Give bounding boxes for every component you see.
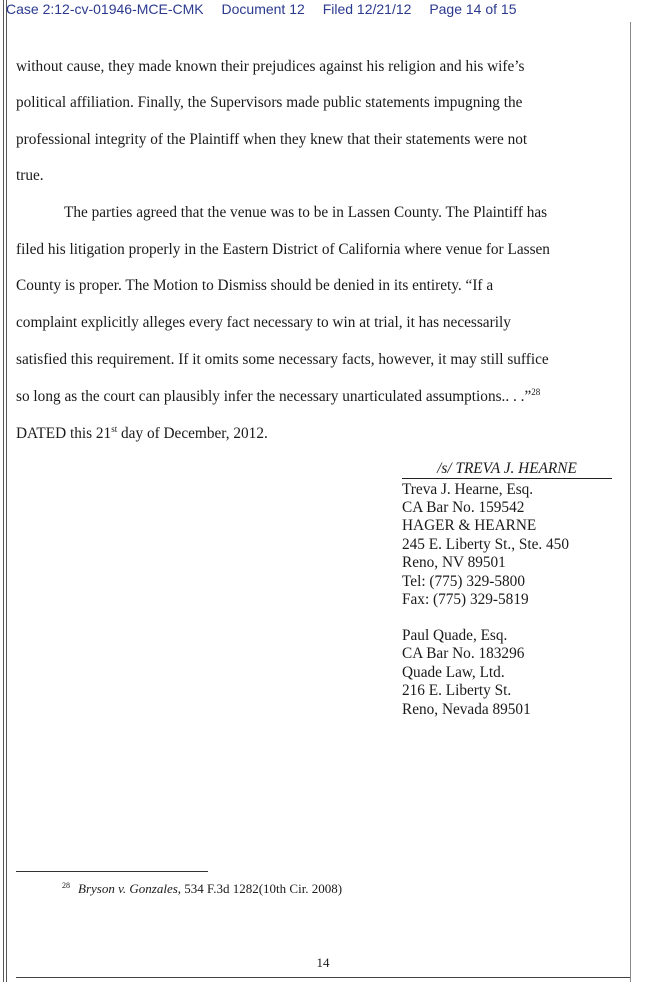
body-line: without cause, they made known their prejudices against his religion and his wife’s	[16, 58, 525, 75]
signature-line: 216 E. Liberty St.	[402, 682, 512, 699]
footnote-separator	[16, 871, 208, 872]
body-line: true.	[16, 167, 44, 184]
signature-line: CA Bar No. 183296	[402, 645, 525, 662]
filed-date: Filed 12/21/12	[322, 1, 412, 17]
body-line: professional integrity of the Plaintiff when they knew that their statements were not	[16, 131, 528, 148]
signature-line: Reno, NV 89501	[402, 554, 506, 571]
dated-suffix: day of December, 2012.	[117, 425, 268, 442]
footnote-case-name: Bryson v. Gonzales	[78, 881, 178, 896]
signature-line: Tel: (775) 329-5800	[402, 573, 525, 590]
left-margin-rule	[3, 0, 4, 982]
signature-line: 245 E. Liberty St., Ste. 450	[402, 536, 569, 553]
bottom-rule	[16, 977, 630, 978]
footnote-number: 28	[62, 881, 70, 890]
body-line: The parties agreed that the venue was to be in Lassen County. The Plaintiff has	[64, 204, 548, 221]
signature-line: CA Bar No. 159542	[402, 499, 525, 516]
body-line: complaint explicitly alleges every fact necessary to win at trial, it has necessarily	[16, 314, 511, 331]
document-number: Document 12	[221, 1, 305, 17]
signature-line: HAGER & HEARNE	[402, 517, 537, 534]
signature-line: Quade Law, Ltd.	[402, 664, 505, 681]
page-number: 14	[316, 955, 330, 970]
electronic-signature	[402, 460, 612, 479]
body-line: County is proper. The Motion to Dismiss should be denied in its entirety. “If a	[16, 277, 494, 294]
signature-text: /s/ TREVA J. HEARNE	[437, 460, 577, 477]
dated-line	[16, 424, 268, 444]
body-line: satisfied this requirement. If it omits some necessary facts, however, it may still suffice	[16, 351, 549, 368]
body-line: so long as the court can plausibly infer the necessary unarticulated assumptions.. . .”	[16, 388, 532, 405]
body-line: political affiliation. Finally, the Supervisors made public statements impugning the	[16, 94, 523, 111]
footnote	[62, 880, 342, 898]
footnote-citation: , 534 F.3d 1282(10th Cir. 2008)	[177, 881, 343, 896]
signature-line: Treva J. Hearne, Esq.	[402, 481, 534, 498]
footnote-reference: 28	[531, 387, 541, 397]
signature-line: Fax: (775) 329-5819	[402, 591, 529, 608]
right-margin-rule	[630, 22, 631, 982]
filing-header	[6, 0, 531, 20]
left-margin-rule-inner	[6, 0, 7, 982]
body-line: filed his litigation properly in the Eastern District of California where venue for Lassen	[16, 241, 550, 258]
page-of: Page 14 of 15	[429, 1, 517, 17]
ordinal-suffix: st	[111, 424, 118, 434]
signature-line: Paul Quade, Esq.	[402, 627, 508, 644]
case-number: Case 2:12-cv-01946-MCE-CMK	[6, 1, 204, 17]
body-line-with-footnote	[16, 387, 540, 407]
signature-line: Reno, Nevada 89501	[402, 701, 531, 718]
dated-prefix: DATED this 21	[16, 425, 112, 442]
